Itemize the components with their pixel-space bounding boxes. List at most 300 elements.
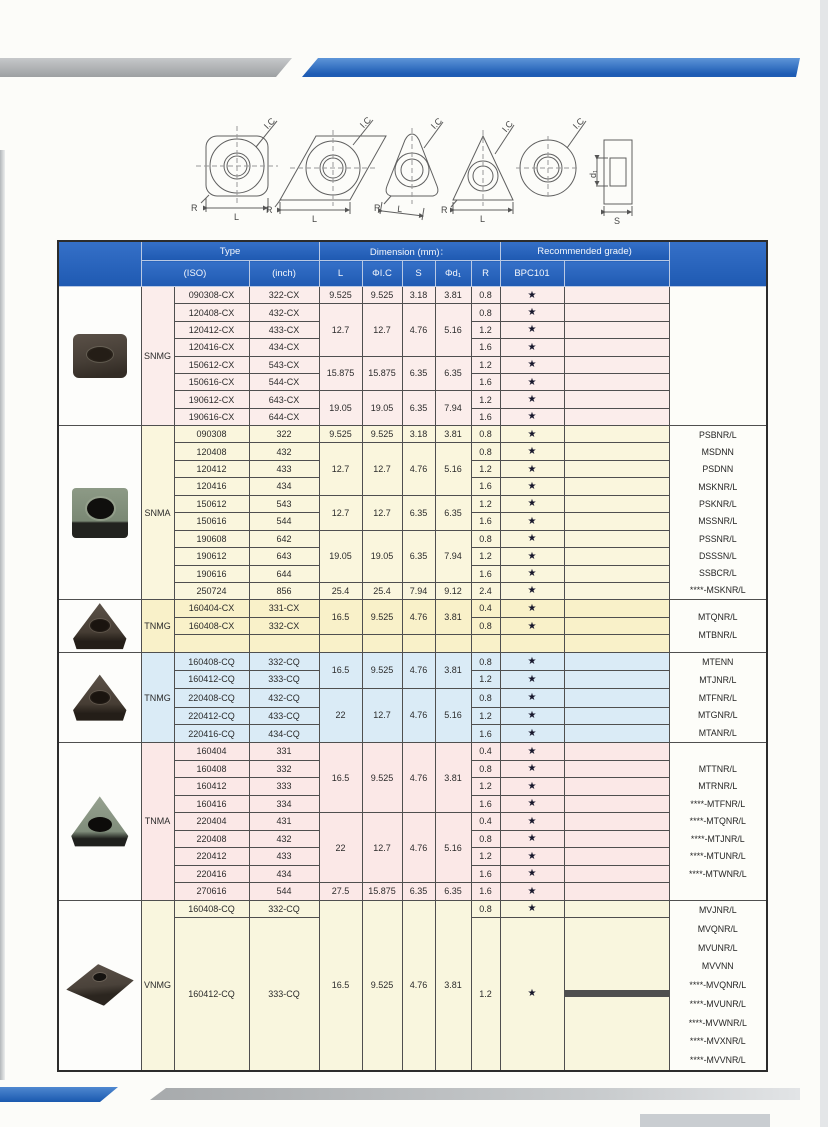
dimension-cell: 4.76 <box>402 600 435 635</box>
radius-cell: 1.6 <box>471 408 500 425</box>
grade-blank-cell <box>564 426 669 443</box>
dimension-cell: 3.81 <box>435 287 471 304</box>
grade-blank-cell <box>564 900 669 917</box>
iso-cell: 160412-CQ <box>174 917 249 1070</box>
dimension-cell: 7.94 <box>435 530 471 582</box>
inch-cell: 333 <box>249 778 319 796</box>
dimension-cell: 22 <box>319 813 362 883</box>
iso-cell: 120416 <box>174 478 249 495</box>
grade-star-cell <box>500 883 564 901</box>
holder-label: MSKNR/L <box>698 481 738 492</box>
inch-cell: 432 <box>249 443 319 461</box>
bottom-decorative-stripe-gray <box>150 1088 800 1100</box>
grade-star-cell <box>500 778 564 796</box>
dimension-cell: 12.7 <box>362 813 402 883</box>
inch-cell: 433 <box>249 461 319 478</box>
type-group-cell: VNMG <box>141 900 174 1070</box>
radius-cell: 0.4 <box>471 743 500 761</box>
inch-cell: 432 <box>249 830 319 848</box>
svg-text:L: L <box>234 212 240 222</box>
col-header-inch: (inch) <box>249 261 319 287</box>
iso-cell: 220416-CQ <box>174 725 249 743</box>
holder-label: MTTNR/L <box>698 763 737 774</box>
grade-blank-cell <box>564 339 669 356</box>
bottom-decorative-stripe-blue <box>0 1087 118 1102</box>
holder-label: ****-MVVNR/L <box>689 1055 746 1066</box>
dimension-cell: 9.525 <box>362 287 402 304</box>
star-icon: ★ <box>527 289 537 301</box>
grade-blank-cell <box>564 304 669 321</box>
insert-photo <box>71 674 129 722</box>
grade-star-cell <box>500 426 564 443</box>
grade-blank-cell <box>564 917 669 1070</box>
holder-label: ****-MTWNR/L <box>688 868 747 879</box>
dimension-cell: 12.7 <box>319 304 362 356</box>
iso-cell: 220416 <box>174 865 249 883</box>
radius-cell: 1.2 <box>471 495 500 513</box>
star-icon: ★ <box>527 868 537 880</box>
holder-label: PSBNR/L <box>698 429 737 440</box>
svg-text:S: S <box>614 216 621 226</box>
inch-cell: 856 <box>249 582 319 599</box>
grade-star-cell <box>500 635 564 653</box>
radius-cell: 1.6 <box>471 725 500 743</box>
dimension-cell: 12.7 <box>362 304 402 356</box>
grade-star-cell <box>500 725 564 743</box>
radius-cell: 1.2 <box>471 391 500 408</box>
dimension-cell: 12.7 <box>319 495 362 530</box>
radius-cell: 1.2 <box>471 356 500 373</box>
radius-cell: 1.6 <box>471 883 500 901</box>
inch-cell: 544 <box>249 883 319 901</box>
inch-cell: 331 <box>249 743 319 761</box>
grade-blank-cell <box>564 617 669 635</box>
grade-star-cell <box>500 760 564 778</box>
table-row <box>58 600 767 618</box>
dimension-cell: 19.05 <box>319 391 362 426</box>
svg-text:I.C: I.C <box>499 118 516 135</box>
dimension-cell <box>362 635 402 653</box>
grade-blank-cell <box>564 743 669 761</box>
svg-text:L: L <box>312 214 318 224</box>
dimension-cell: 4.76 <box>402 304 435 356</box>
radius-cell: 0.4 <box>471 813 500 831</box>
table-header <box>58 241 767 287</box>
grade-star-cell <box>500 356 564 373</box>
table-row <box>58 653 767 671</box>
insert-photo-cell <box>58 287 141 426</box>
inch-cell: 543 <box>249 495 319 513</box>
insert-catalog-table <box>57 240 768 1072</box>
dimension-cell: 4.76 <box>402 813 435 883</box>
dimension-cell: 16.5 <box>319 653 362 689</box>
grade-star-cell <box>500 321 564 338</box>
svg-text:R: R <box>191 203 198 213</box>
inch-cell: 332-CX <box>249 617 319 635</box>
grade-star-cell <box>500 743 564 761</box>
grade-star-cell <box>500 600 564 618</box>
top-decorative-stripe-blue <box>302 58 800 77</box>
star-icon: ★ <box>527 815 537 827</box>
star-icon: ★ <box>527 988 537 1000</box>
col-header-dimension: Dimension (mm)： <box>319 241 500 261</box>
grade-star-cell <box>500 495 564 513</box>
star-icon: ★ <box>527 568 537 580</box>
star-icon: ★ <box>527 515 537 527</box>
holder-label: MTRNR/L <box>698 781 738 792</box>
radius-cell: 0.8 <box>471 530 500 548</box>
dimension-cell: 12.7 <box>362 495 402 530</box>
radius-cell: 1.2 <box>471 321 500 338</box>
radius-cell: 1.6 <box>471 865 500 883</box>
inch-cell: 644 <box>249 565 319 582</box>
grade-star-cell <box>500 304 564 321</box>
star-icon: ★ <box>527 394 537 406</box>
dimension-cell: 6.35 <box>402 391 435 426</box>
grade-blank-cell <box>564 635 669 653</box>
holder-label: ****-MVUNR/L <box>689 998 746 1009</box>
grade-star-cell <box>500 565 564 582</box>
grade-blank-cell <box>564 495 669 513</box>
iso-cell: 220412-CQ <box>174 707 249 725</box>
col-header-grade-blank <box>564 261 669 287</box>
dimension-cell: 3.18 <box>402 426 435 443</box>
inch-cell: 334 <box>249 795 319 813</box>
grade-blank-subrows <box>565 990 669 997</box>
dimension-cell: 6.35 <box>402 356 435 391</box>
dimension-cell: 3.81 <box>435 426 471 443</box>
star-icon: ★ <box>527 341 537 353</box>
radius-cell: 0.8 <box>471 443 500 461</box>
holder-label: SSBCR/L <box>698 568 737 579</box>
svg-text:L: L <box>480 214 486 224</box>
star-icon: ★ <box>527 763 537 775</box>
iso-cell: 190616 <box>174 565 249 582</box>
dimension-cell: 15.875 <box>362 356 402 391</box>
insert-hole <box>93 973 107 982</box>
iso-cell: 270616 <box>174 883 249 901</box>
diagram-trigon-insert <box>374 115 444 220</box>
radius-cell: 0.8 <box>471 830 500 848</box>
inch-cell: 544-CX <box>249 373 319 390</box>
star-icon: ★ <box>527 903 537 915</box>
inch-cell: 322-CX <box>249 287 319 304</box>
iso-cell: 120408 <box>174 443 249 461</box>
inch-cell: 333-CQ <box>249 917 319 1070</box>
grade-star-cell <box>500 408 564 425</box>
grade-star-cell <box>500 795 564 813</box>
radius-cell: 1.2 <box>471 848 500 866</box>
type-group-cell: TNMA <box>141 743 174 901</box>
iso-cell: 150612-CX <box>174 356 249 373</box>
holder-names-stack <box>670 901 767 1070</box>
grade-star-cell <box>500 339 564 356</box>
iso-cell: 190608 <box>174 530 249 548</box>
diagram-round-insert <box>516 115 586 200</box>
radius-cell: 0.4 <box>471 600 500 618</box>
grade-blank-cell <box>564 688 669 707</box>
inch-cell: 432-CX <box>249 304 319 321</box>
inch-cell: 433 <box>249 848 319 866</box>
radius-cell: 1.6 <box>471 339 500 356</box>
type-group-cell: SNMA <box>141 426 174 600</box>
dimension-cell: 9.525 <box>362 653 402 689</box>
inch-cell: 434-CQ <box>249 725 319 743</box>
star-icon: ★ <box>527 376 537 388</box>
insert-hole <box>90 619 110 632</box>
inch-cell: 543-CX <box>249 356 319 373</box>
svg-text:I.C: I.C <box>261 115 278 132</box>
holder-names-cell <box>669 426 767 600</box>
inch-cell: 643-CX <box>249 391 319 408</box>
holder-label: ****-MTJNR/L <box>690 833 745 844</box>
holder-label: MVVNN <box>701 961 734 972</box>
inch-cell: 433-CQ <box>249 707 319 725</box>
grade-blank-cell <box>564 356 669 373</box>
grade-blank-cell <box>564 582 669 599</box>
star-icon: ★ <box>527 745 537 757</box>
inch-cell: 544 <box>249 513 319 530</box>
holder-names-cell <box>669 600 767 653</box>
grade-star-cell <box>500 865 564 883</box>
col-header-iso: (ISO) <box>141 261 249 287</box>
star-icon: ★ <box>527 692 537 704</box>
page-left-edge <box>0 150 5 1080</box>
holder-names-stack <box>670 653 767 742</box>
dimension-cell <box>435 635 471 653</box>
star-icon: ★ <box>527 833 537 845</box>
dimension-cell: 7.94 <box>402 582 435 599</box>
type-group-cell: TNMG <box>141 600 174 653</box>
dimension-cell: 5.16 <box>435 443 471 495</box>
grade-blank-cell <box>564 287 669 304</box>
holder-label: MVQNR/L <box>697 923 738 934</box>
grade-star-cell <box>500 530 564 548</box>
iso-cell: 120416-CX <box>174 339 249 356</box>
radius-cell: 0.8 <box>471 688 500 707</box>
inch-cell: 434 <box>249 865 319 883</box>
holder-names-cell <box>669 900 767 1070</box>
grade-star-cell <box>500 688 564 707</box>
dimension-cell: 19.05 <box>362 530 402 582</box>
inch-cell: 432-CQ <box>249 688 319 707</box>
holder-names-stack <box>670 760 767 883</box>
star-icon: ★ <box>527 411 537 423</box>
holder-label: MTFNR/L <box>698 692 737 703</box>
subrow-divider <box>565 996 669 997</box>
iso-cell: 250724 <box>174 582 249 599</box>
holder-label: ****-MSKNR/L <box>689 585 746 596</box>
radius-cell: 1.2 <box>471 917 500 1070</box>
radius-cell: 0.8 <box>471 760 500 778</box>
dimension-cell: 9.525 <box>362 426 402 443</box>
radius-cell: 1.2 <box>471 461 500 478</box>
insert-photo-cell <box>58 900 141 1070</box>
grade-blank-cell <box>564 548 669 565</box>
holder-label: DSSSN/L <box>698 550 737 561</box>
holder-names-stack <box>670 608 767 643</box>
inch-cell: 332 <box>249 760 319 778</box>
dimension-cell: 9.525 <box>319 287 362 304</box>
insert-photo <box>69 795 131 847</box>
dimension-cell: 16.5 <box>319 600 362 635</box>
table-row <box>58 900 767 917</box>
grade-star-cell <box>500 670 564 688</box>
holder-label: ****-MTUNR/L <box>689 851 746 862</box>
grade-blank-cell <box>564 778 669 796</box>
dimension-cell: 6.35 <box>435 495 471 530</box>
svg-text:R: R <box>441 205 448 215</box>
iso-cell: 120412 <box>174 461 249 478</box>
radius-cell: 0.8 <box>471 304 500 321</box>
grade-blank-cell <box>564 707 669 725</box>
insert-hole <box>88 817 112 832</box>
grade-blank-cell <box>564 848 669 866</box>
iso-cell: 120412-CX <box>174 321 249 338</box>
dimension-cell: 22 <box>319 688 362 742</box>
insert-photo <box>71 602 129 650</box>
iso-cell: 150612 <box>174 495 249 513</box>
inch-cell: 642 <box>249 530 319 548</box>
star-icon: ★ <box>527 463 537 475</box>
grade-blank-cell <box>564 813 669 831</box>
dimension-cell: 3.81 <box>435 900 471 1070</box>
grade-blank-cell <box>564 461 669 478</box>
top-decorative-stripe-gray <box>0 58 292 77</box>
col-header-bpc101: BPC101 <box>500 261 564 287</box>
grade-blank-cell <box>564 760 669 778</box>
diagram-triangle-insert <box>441 118 515 224</box>
star-icon: ★ <box>527 324 537 336</box>
dimension-cell: 15.875 <box>319 356 362 391</box>
iso-cell: 220408 <box>174 830 249 848</box>
col-header-photo <box>58 241 141 287</box>
type-group-cell: TNMG <box>141 653 174 743</box>
star-icon: ★ <box>527 798 537 810</box>
diagram-side-view <box>588 140 632 226</box>
inch-cell: 332-CQ <box>249 900 319 917</box>
dimension-cell: 5.16 <box>435 304 471 356</box>
insert-photo-cell <box>58 743 141 901</box>
inch-cell: 332-CQ <box>249 653 319 671</box>
star-icon: ★ <box>527 359 537 371</box>
iso-cell: 220404 <box>174 813 249 831</box>
radius-cell: 0.8 <box>471 617 500 635</box>
holder-label: ****-MVQNR/L <box>689 980 747 991</box>
iso-cell: 160408-CX <box>174 617 249 635</box>
holder-label: MVJNR/L <box>698 905 737 916</box>
star-icon: ★ <box>527 533 537 545</box>
diagram-square-insert <box>191 115 278 222</box>
radius-cell: 0.8 <box>471 287 500 304</box>
star-icon: ★ <box>527 446 537 458</box>
dimension-cell: 4.76 <box>402 900 435 1070</box>
grade-star-cell <box>500 848 564 866</box>
iso-cell: 160404-CX <box>174 600 249 618</box>
grade-star-cell <box>500 287 564 304</box>
grade-blank-cell <box>564 600 669 618</box>
holder-label: MTJNR/L <box>699 674 737 685</box>
dimension-cell: 19.05 <box>319 530 362 582</box>
insert-photo <box>64 961 135 1009</box>
radius-cell: 1.6 <box>471 373 500 390</box>
dimension-cell: 4.76 <box>402 443 435 495</box>
col-header-s: S <box>402 261 435 287</box>
iso-cell: 220412 <box>174 848 249 866</box>
radius-cell: 1.2 <box>471 670 500 688</box>
dimension-cell: 3.81 <box>435 600 471 635</box>
grade-star-cell <box>500 707 564 725</box>
star-icon: ★ <box>527 428 537 440</box>
dimension-cell: 12.7 <box>362 443 402 495</box>
grade-star-cell <box>500 478 564 495</box>
holder-label: PSSNR/L <box>698 533 737 544</box>
radius-cell: 0.8 <box>471 426 500 443</box>
holder-label: MVUNR/L <box>697 942 738 953</box>
dimension-cell: 19.05 <box>362 391 402 426</box>
dimension-cell: 16.5 <box>319 743 362 813</box>
dimension-cell: 12.7 <box>319 443 362 495</box>
inch-cell: 431 <box>249 813 319 831</box>
table-row <box>58 743 767 761</box>
dimension-cell: 7.94 <box>435 391 471 426</box>
star-icon: ★ <box>527 780 537 792</box>
col-header-grade: Recommended grade) <box>500 241 669 261</box>
diagram-diamond-insert <box>266 114 386 224</box>
table-row <box>58 426 767 443</box>
dimension-cell: 6.35 <box>402 495 435 530</box>
grade-star-cell <box>500 653 564 671</box>
star-icon: ★ <box>527 480 537 492</box>
insert-hole <box>90 691 110 704</box>
grade-star-cell <box>500 461 564 478</box>
insert-hole <box>87 498 114 519</box>
inch-cell: 433-CX <box>249 321 319 338</box>
radius-cell: 2.4 <box>471 582 500 599</box>
dimension-cell: 12.7 <box>362 688 402 742</box>
svg-text:I.C: I.C <box>570 115 587 132</box>
holder-names-cell <box>669 287 767 426</box>
dimension-cell: 9.525 <box>362 743 402 813</box>
radius-cell: 1.6 <box>471 513 500 530</box>
holder-names-stack <box>670 426 767 599</box>
holder-label: MSDNN <box>701 447 734 458</box>
star-icon: ★ <box>527 885 537 897</box>
radius-cell: 1.2 <box>471 707 500 725</box>
col-header-d1: Φd₁ <box>435 261 471 287</box>
insert-photo-cell <box>58 600 141 653</box>
dimension-cell: 3.81 <box>435 743 471 813</box>
holder-label: MTQNR/L <box>697 612 738 623</box>
grade-blank-cell <box>564 321 669 338</box>
iso-cell: 160408 <box>174 760 249 778</box>
grade-star-cell <box>500 391 564 408</box>
insert-hole <box>87 347 113 362</box>
grade-star-cell <box>500 373 564 390</box>
iso-cell: 160412-CQ <box>174 670 249 688</box>
grade-blank-cell <box>564 725 669 743</box>
grade-blank-cell <box>564 391 669 408</box>
iso-cell: 090308-CX <box>174 287 249 304</box>
inch-cell: 331-CX <box>249 600 319 618</box>
dimension-cell: 9.525 <box>319 426 362 443</box>
iso-cell <box>174 635 249 653</box>
star-icon: ★ <box>527 620 537 632</box>
insert-dimension-diagrams <box>172 112 650 230</box>
page-right-edge <box>820 0 828 1127</box>
dimension-cell: 3.81 <box>435 653 471 689</box>
holder-label: ****-MTFNR/L <box>690 798 746 809</box>
